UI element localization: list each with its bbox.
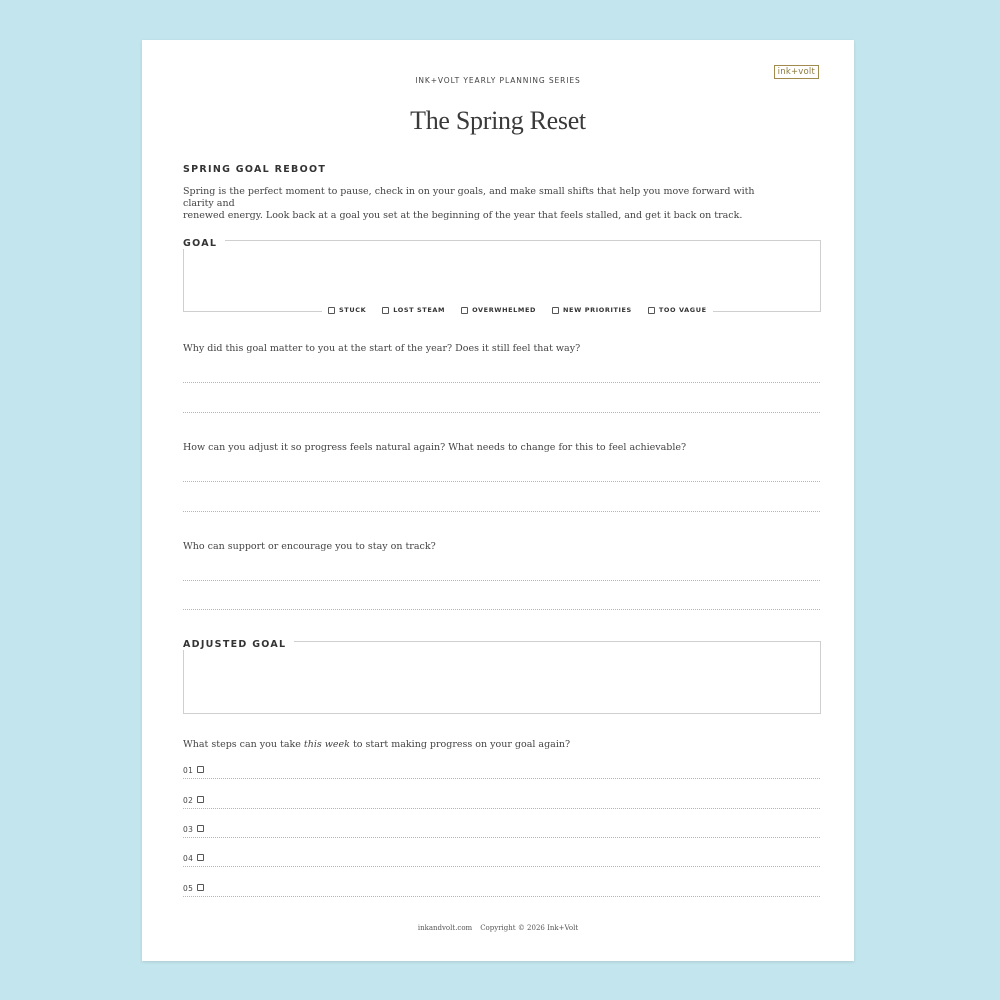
option-lost-steam[interactable]	[382, 306, 445, 314]
step-line-04[interactable]	[183, 866, 820, 867]
answer-line-3b[interactable]	[183, 609, 820, 610]
option-overwhelmed-label: OVERWHELMED	[472, 306, 537, 314]
series-label: INK+VOLT YEARLY PLANNING SERIES	[415, 76, 581, 85]
step-row-04	[183, 854, 820, 863]
steps-prompt-emphasis: this week	[303, 739, 350, 750]
steps-prompt-start: What steps can you take	[183, 739, 304, 750]
option-too-vague[interactable]	[648, 306, 707, 314]
step-line-02[interactable]	[183, 808, 820, 809]
step-row-05	[183, 884, 820, 893]
step-checkbox[interactable]	[197, 825, 204, 832]
answer-line-2a[interactable]	[183, 481, 820, 482]
step-number: 01	[183, 766, 194, 775]
adjusted-goal-input-box[interactable]	[183, 641, 821, 714]
checkbox-new-priorities[interactable]	[552, 307, 559, 314]
step-line-05[interactable]	[183, 896, 820, 897]
question-2: How can you adjust it so progress feels natural again? What needs to change for this to feel achievable?	[183, 442, 687, 453]
adjusted-goal-label: ADJUSTED GOAL	[183, 639, 294, 650]
step-number: 04	[183, 854, 194, 863]
page-title: The Spring Reset	[410, 106, 586, 135]
step-checkbox[interactable]	[197, 796, 204, 803]
goal-status-options	[322, 306, 713, 314]
goal-label: GOAL	[183, 238, 225, 249]
steps-prompt-end: to start making progress on your goal again?	[349, 739, 571, 750]
step-number: 05	[183, 884, 194, 893]
option-stuck-label: STUCK	[339, 306, 367, 314]
section-heading-reboot: SPRING GOAL REBOOT	[183, 164, 327, 175]
step-checkbox[interactable]	[197, 854, 204, 861]
option-too-vague-label: TOO VAGUE	[658, 306, 707, 314]
step-row-01	[183, 766, 820, 775]
step-checkbox[interactable]	[197, 884, 204, 891]
option-overwhelmed[interactable]	[461, 306, 536, 314]
answer-line-1b[interactable]	[183, 412, 820, 413]
page-footer	[142, 924, 854, 932]
option-stuck[interactable]	[328, 306, 366, 314]
footer-copyright: Copyright © 2026 Ink+Volt	[480, 924, 579, 932]
intro-text	[183, 186, 783, 222]
answer-line-2b[interactable]	[183, 511, 820, 512]
intro-line-1: Spring is the perfect moment to pause, check in on your goals, and make small shifts that help you move forward with clarity and	[183, 186, 755, 209]
step-checkbox[interactable]	[197, 766, 204, 773]
answer-line-3a[interactable]	[183, 580, 820, 581]
worksheet-page	[142, 40, 854, 961]
step-row-03	[183, 825, 820, 834]
brand-logo: ink+volt	[774, 65, 819, 79]
intro-line-2: renewed energy. Look back at a goal you set at the beginning of the year that feels stalled, and get it back on track.	[183, 210, 743, 221]
checkbox-overwhelmed[interactable]	[461, 307, 468, 314]
step-line-03[interactable]	[183, 837, 820, 838]
step-number: 03	[183, 825, 194, 834]
footer-site: inkandvolt.com	[417, 924, 473, 932]
step-line-01[interactable]	[183, 778, 820, 779]
option-new-priorities-label: NEW PRIORITIES	[563, 306, 632, 314]
answer-line-1a[interactable]	[183, 382, 820, 383]
goal-input-box[interactable]	[183, 240, 821, 312]
option-lost-steam-label: LOST STEAM	[393, 306, 446, 314]
option-new-priorities[interactable]	[552, 306, 632, 314]
question-1: Why did this goal matter to you at the start of the year? Does it still feel that way?	[183, 343, 581, 354]
checkbox-stuck[interactable]	[328, 307, 335, 314]
step-number: 02	[183, 796, 194, 805]
checkbox-too-vague[interactable]	[648, 307, 655, 314]
steps-prompt	[183, 739, 570, 750]
question-3: Who can support or encourage you to stay on track?	[183, 541, 436, 552]
step-row-02	[183, 796, 820, 805]
checkbox-lost-steam[interactable]	[382, 307, 389, 314]
